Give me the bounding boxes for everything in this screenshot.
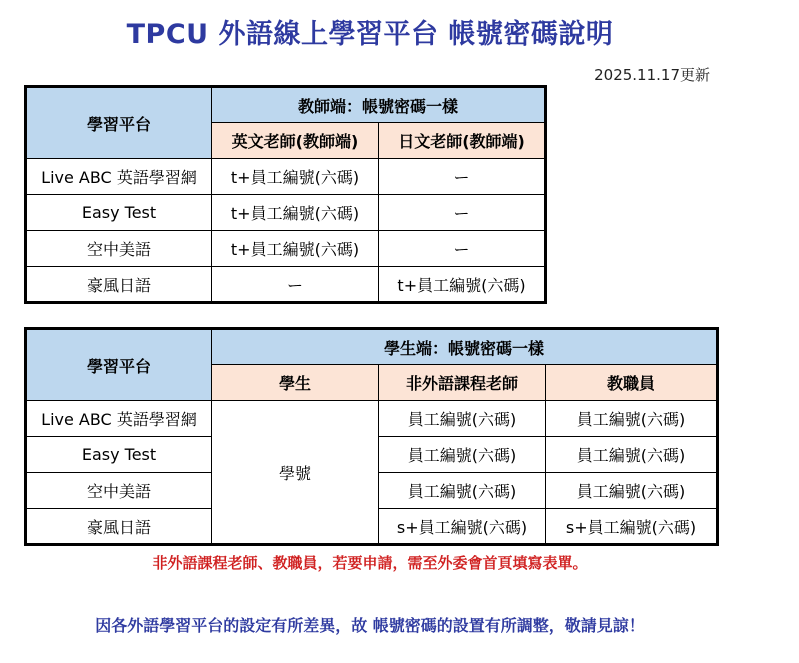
platform-cell: Live ABC 英語學習網 — [26, 401, 212, 437]
table-row — [26, 267, 546, 303]
non-language-teacher-cell: 員工編號(六碼) — [379, 401, 546, 437]
japanese-teacher-cell: ー — [379, 195, 546, 231]
col-non-language-teacher: 非外語課程老師 — [379, 365, 546, 401]
platform-cell: 豪風日語 — [26, 267, 212, 303]
student-account-table — [24, 327, 719, 546]
english-teacher-cell: t+員工編號(六碼) — [212, 195, 379, 231]
platform-cell: Live ABC 英語學習網 — [26, 159, 212, 195]
col-english-teacher: 英文老師(教師端) — [212, 123, 379, 159]
japanese-teacher-cell: ー — [379, 231, 546, 267]
table-row — [26, 159, 546, 195]
japanese-teacher-cell: t+員工編號(六碼) — [379, 267, 546, 303]
non-language-teacher-cell: 員工編號(六碼) — [379, 473, 546, 509]
non-language-teacher-cell: s+員工編號(六碼) — [379, 509, 546, 545]
platform-cell: 空中美語 — [26, 473, 212, 509]
staff-cell: s+員工編號(六碼) — [546, 509, 718, 545]
english-teacher-cell: ー — [212, 267, 379, 303]
staff-cell: 員工編號(六碼) — [546, 401, 718, 437]
col-student: 學生 — [212, 365, 379, 401]
student-group-header: 學生端：帳號密碼一樣 — [212, 329, 718, 365]
application-note: 非外語課程老師、教職員，若要申請，需至外委會首頁填寫表單。 — [152, 554, 588, 572]
col-japanese-teacher: 日文老師(教師端) — [379, 123, 546, 159]
table-row — [26, 195, 546, 231]
table-row — [26, 231, 546, 267]
updated-date: 2025.11.17更新 — [594, 66, 710, 84]
table-row — [26, 401, 718, 437]
non-language-teacher-cell: 員工編號(六碼) — [379, 437, 546, 473]
platform-cell: Easy Test — [26, 437, 212, 473]
col-staff: 教職員 — [546, 365, 718, 401]
apology-note: 因各外語學習平台的設定有所差異，故 帳號密碼的設置有所調整，敬請見諒！ — [95, 616, 645, 635]
student-platform-header: 學習平台 — [26, 329, 212, 401]
english-teacher-cell: t+員工編號(六碼) — [212, 231, 379, 267]
japanese-teacher-cell: ー — [379, 159, 546, 195]
teacher-account-table — [24, 85, 547, 304]
teacher-platform-header: 學習平台 — [26, 87, 212, 159]
student-id-cell: 學號 — [212, 401, 379, 545]
platform-cell: 空中美語 — [26, 231, 212, 267]
platform-cell: 豪風日語 — [26, 509, 212, 545]
staff-cell: 員工編號(六碼) — [546, 437, 718, 473]
platform-cell: Easy Test — [26, 195, 212, 231]
teacher-group-header: 教師端：帳號密碼一樣 — [212, 87, 546, 123]
page-title: TPCU 外語線上學習平台 帳號密碼說明 — [126, 19, 614, 50]
english-teacher-cell: t+員工編號(六碼) — [212, 159, 379, 195]
staff-cell: 員工編號(六碼) — [546, 473, 718, 509]
